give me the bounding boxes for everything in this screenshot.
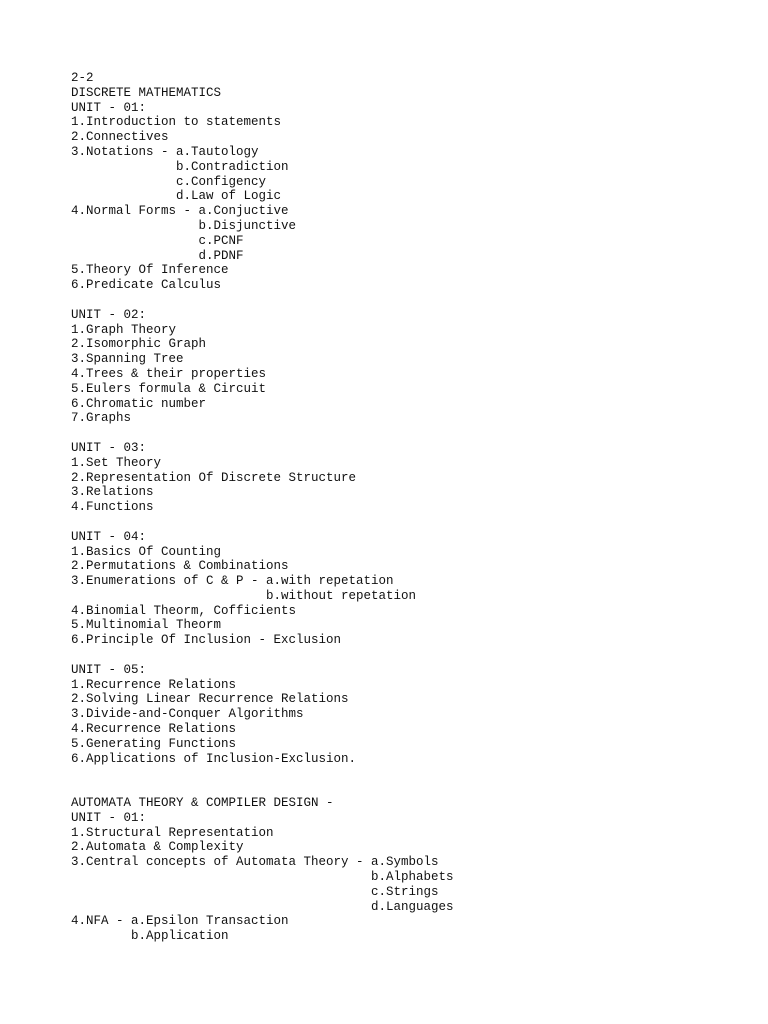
document-line: 1.Recurrence Relations (71, 677, 237, 692)
document-line: 6.Predicate Calculus (71, 278, 222, 293)
document-line: DISCRETE MATHEMATICS (71, 85, 222, 100)
document-line: 4.NFA - a.Epsilon Transaction (71, 914, 289, 929)
document-line: c.PCNF (71, 233, 244, 248)
document-line: b.without repetation (71, 588, 417, 603)
document-line: b.Alphabets (71, 870, 454, 885)
document-line (71, 515, 454, 530)
document-line: 1.Basics Of Counting (71, 544, 222, 559)
document-line (71, 293, 454, 308)
document-line: UNIT - 02: (71, 307, 147, 322)
document-line (71, 648, 454, 663)
document-line: d.Law of Logic (71, 189, 282, 204)
document-line: 1.Graph Theory (71, 322, 177, 337)
document-line: UNIT - 05: (71, 662, 147, 677)
document-line: 5.Generating Functions (71, 736, 237, 751)
document-line: 4.Trees & their properties (71, 366, 267, 381)
document-line: 2-2 (71, 71, 94, 85)
document-line: UNIT - 01: (71, 100, 147, 115)
document-line: 4.Binomial Theorm, Cofficients (71, 603, 297, 618)
document-line: 2.Permutations & Combinations (71, 559, 289, 574)
document-line: 4.Normal Forms - a.Conjuctive (71, 204, 289, 219)
document-line: 1.Structural Representation (71, 825, 274, 840)
document-line: UNIT - 03: (71, 440, 147, 455)
document-line: 1.Introduction to statements (71, 115, 282, 130)
document-line: d.PDNF (71, 248, 244, 263)
document-line: 2.Isomorphic Graph (71, 337, 207, 352)
document-line: b.Disjunctive (71, 218, 297, 233)
document-line: 3.Enumerations of C & P - a.with repetation (71, 574, 394, 589)
document-line: 3.Spanning Tree (71, 352, 184, 367)
document-line: c.Configency (71, 174, 267, 189)
document-line: 3.Central concepts of Automata Theory - a.Symbols (71, 855, 439, 870)
document-line: 3.Relations (71, 485, 154, 500)
document-line (71, 766, 454, 781)
document-line: UNIT - 04: (71, 529, 147, 544)
document-line: b.Application (71, 929, 229, 944)
document-line: 2.Automata & Complexity (71, 840, 244, 855)
document-text (71, 71, 454, 944)
document-line: 6.Principle Of Inclusion - Exclusion (71, 633, 342, 648)
document-line: 1.Set Theory (71, 455, 162, 470)
document-line: d.Languages (71, 899, 454, 914)
document-line: 7.Graphs (71, 411, 132, 426)
document-line (71, 426, 454, 441)
document-line: AUTOMATA THEORY & COMPILER DESIGN - (71, 796, 334, 811)
document-line: 4.Functions (71, 500, 154, 515)
document-line: 3.Notations - a.Tautology (71, 144, 259, 159)
document-line: 5.Eulers formula & Circuit (71, 381, 267, 396)
document-line: 3.Divide-and-Conquer Algorithms (71, 707, 304, 722)
document-line (71, 781, 454, 796)
document-line: UNIT - 01: (71, 810, 147, 825)
document-line: 6.Applications of Inclusion-Exclusion. (71, 751, 357, 766)
document-line: 2.Solving Linear Recurrence Relations (71, 692, 349, 707)
document-line: 2.Connectives (71, 130, 169, 145)
document-line: 2.Representation Of Discrete Structure (71, 470, 357, 485)
document-line: 5.Multinomial Theorm (71, 618, 222, 633)
document-line: 6.Chromatic number (71, 396, 207, 411)
document-line: 4.Recurrence Relations (71, 722, 237, 737)
document-line: c.Strings (71, 884, 439, 899)
document-line: b.Contradiction (71, 159, 289, 174)
document-line: 5.Theory Of Inference (71, 263, 229, 278)
